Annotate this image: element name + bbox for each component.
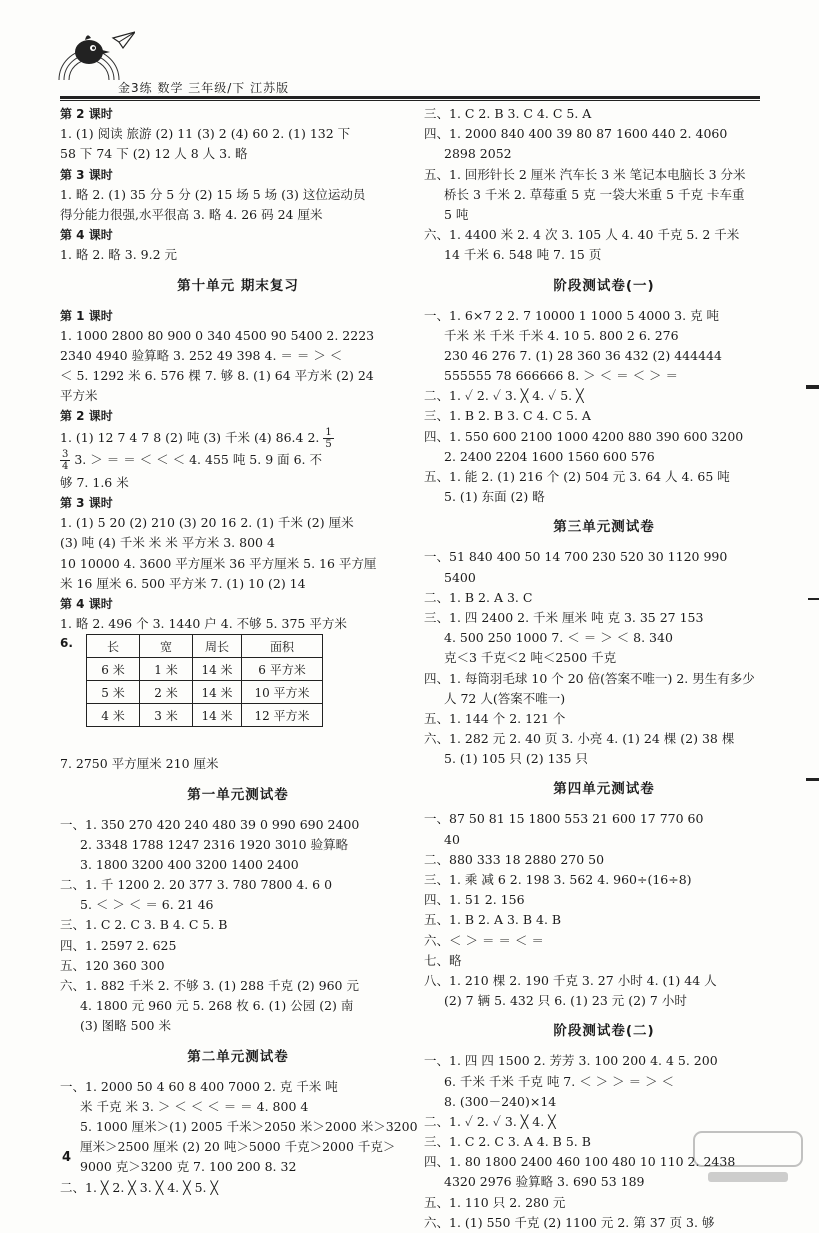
answer-line: 六、1. 4400 米 2. 4 次 3. 105 人 4. 40 千克 5. 2 千米 bbox=[424, 227, 740, 243]
section-title: 阶段测试卷(一) bbox=[553, 277, 655, 294]
answer-line: 四、1. 51 2. 156 bbox=[424, 892, 525, 908]
fraction-numerator: 3 bbox=[62, 448, 69, 460]
table-header-cell: 宽 bbox=[140, 635, 193, 658]
answer-line: 5. (1) 东面 (2) 略 bbox=[444, 489, 545, 505]
answer-line: 58 下 74 下 (2) 12 人 8 人 3. 略 bbox=[60, 146, 248, 162]
answer-line: 四、1. 2597 2. 625 bbox=[60, 937, 177, 953]
table-header-cell: 长 bbox=[87, 635, 140, 658]
table-cell: 14 米 bbox=[193, 704, 242, 727]
table-cell: 2 米 bbox=[140, 681, 193, 704]
lesson-heading: 第 4 课时 bbox=[60, 228, 113, 243]
answer-table bbox=[86, 634, 323, 727]
answer-line: 五、1. 能 2. (1) 216 个 (2) 504 元 3. 64 人 4. 65 吨 bbox=[424, 469, 730, 484]
table-cell: 6 米 bbox=[87, 658, 140, 681]
table-row bbox=[87, 704, 323, 727]
table-question bbox=[60, 634, 416, 754]
answer-line: 二、1. ✓ 2. ✓ 3. ╳ 4. ✓ 5. ╳ bbox=[424, 388, 584, 404]
answer-line: 平方米 bbox=[60, 388, 98, 404]
answer-line: 40 bbox=[444, 831, 460, 847]
header-rule-thick bbox=[60, 96, 760, 99]
table-cell: 4 米 bbox=[87, 704, 140, 727]
book-title: 金3练 数学 三年级/下 江苏版 bbox=[118, 81, 290, 95]
margin-mark bbox=[806, 778, 819, 781]
page-number: 4 bbox=[62, 1150, 72, 1165]
answer-line: 二、1. 千 1200 2. 20 377 3. 780 7800 4. 6 0 bbox=[60, 877, 333, 893]
answer-line: 一、51 840 400 50 14 700 230 520 30 1120 990 bbox=[424, 549, 728, 565]
answer-line: 一、1. 2000 50 4 60 8 400 7000 2. 克 千米 吨 bbox=[60, 1078, 338, 1094]
answer-line: 三、1. C 2. C 3. A 4. B 5. B bbox=[424, 1134, 591, 1150]
table-cell: 6 平方米 bbox=[242, 658, 323, 681]
lesson-heading: 第 3 课时 bbox=[60, 496, 113, 510]
answer-line: 八、1. 210 棵 2. 190 千克 3. 27 小时 4. (1) 44 人 bbox=[424, 972, 717, 988]
page-header bbox=[0, 0, 819, 100]
answer-line: 克＜3 千克＜2 吨＜2500 千克 bbox=[444, 650, 617, 666]
answer-line: 得分能力很强,水平很高 3. 略 4. 26 码 24 厘米 bbox=[60, 206, 323, 222]
answer-line: 二、1. ╳ 2. ╳ 3. ╳ 4. ╳ 5. ╳ bbox=[60, 1179, 219, 1195]
section-title: 阶段测试卷(二) bbox=[553, 1023, 655, 1040]
answer-line: 五、120 360 300 bbox=[60, 957, 165, 973]
table-header-cell: 周长 bbox=[193, 635, 242, 658]
answer-line: 三、1. 乘 减 6 2. 198 3. 562 4. 960÷(16÷8) bbox=[424, 872, 692, 887]
table-cell: 1 米 bbox=[140, 658, 193, 681]
fraction-line bbox=[60, 426, 416, 450]
table-cell: 12 平方米 bbox=[242, 704, 323, 727]
answer-line: ＜ 5. 1292 米 6. 576 棵 7. 够 8. (1) 64 平方米 (2) 24 bbox=[60, 368, 374, 384]
table-cell: 14 米 bbox=[193, 658, 242, 681]
answer-line: 三、1. B 2. B 3. C 4. C 5. A bbox=[424, 408, 591, 424]
answer-line: 2. 3348 1788 1247 2316 1920 3010 验算略 bbox=[80, 836, 349, 852]
answer-line: (3) 吨 (4) 千米 米 米 平方米 3. 800 4 bbox=[60, 535, 275, 551]
lesson-heading: 第 1 课时 bbox=[60, 308, 113, 323]
table-body bbox=[87, 658, 323, 727]
fraction-numerator: 1 bbox=[325, 426, 332, 438]
answer-line: 四、1. 80 1800 2400 460 100 480 10 110 2. 2438 bbox=[424, 1154, 736, 1170]
answer-line: 6. 千米 千米 千克 吨 7. ＜ ＞ ＞ ＝ ＞ ＜ bbox=[444, 1073, 675, 1089]
answer-line: 六、1. 282 元 2. 40 页 3. 小亮 4. (1) 24 棵 (2) 38 棵 bbox=[424, 731, 735, 747]
answer-line: 七、略 bbox=[424, 952, 462, 968]
answer-line: 五、1. 回形针长 2 厘米 汽车长 3 米 笔记本电脑长 3 分米 bbox=[424, 166, 746, 182]
answer-line: 四、1. 每筒羽毛球 10 个 20 倍(答案不唯一) 2. 男生有多少 bbox=[424, 670, 755, 686]
table-row bbox=[87, 658, 323, 681]
answer-line: 五、1. B 2. A 3. B 4. B bbox=[424, 912, 562, 928]
header-rule-thin bbox=[60, 100, 760, 101]
answer-line: 六、＜ ＞ ＝ ＝ ＜ ＝ bbox=[424, 932, 544, 948]
table-cell: 3 米 bbox=[140, 704, 193, 727]
answer-line: 1. 略 2. 略 3. 9.2 元 bbox=[60, 247, 177, 263]
answer-line: 3. 1800 3200 400 3200 1400 2400 bbox=[80, 856, 299, 872]
fraction bbox=[60, 449, 70, 472]
fraction-denominator: 4 bbox=[62, 460, 69, 472]
answer-line: 5. ＜ ＞ ＜ ＝ 6. 21 46 bbox=[80, 897, 214, 913]
answer-line: 2340 4940 验算略 3. 252 49 398 4. ＝ ＝ ＞ ＜ bbox=[60, 347, 343, 363]
fraction-line-2-text: 3. ＞ ＝ ＝ ＜ ＜ ＜ 4. 455 吨 5. 9 面 6. 不 bbox=[74, 451, 323, 467]
answer-line: 4. 1800 元 960 元 5. 268 枚 6. (1) 公园 (2) 南 bbox=[80, 998, 354, 1014]
answer-line: 人 72 人(答案不唯一) bbox=[444, 690, 566, 706]
fraction-denominator: 5 bbox=[325, 438, 332, 450]
fraction-line-2 bbox=[60, 447, 416, 473]
section-title: 第一单元测试卷 bbox=[187, 786, 289, 803]
table-header-row bbox=[87, 635, 323, 658]
section-title: 第四单元测试卷 bbox=[553, 781, 655, 798]
answer-line: 4320 2976 验算略 3. 690 53 189 bbox=[444, 1174, 645, 1190]
answer-line: 一、1. 350 270 420 240 480 39 0 990 690 2400 bbox=[60, 816, 360, 832]
answer-line: 二、880 333 18 2880 270 50 bbox=[424, 851, 605, 867]
answer-line: 五、1. 110 只 2. 280 元 bbox=[424, 1194, 566, 1210]
answer-line: 三、1. C 2. C 3. B 4. C 5. B bbox=[60, 917, 228, 933]
answer-line: 5. (1) 105 只 (2) 135 只 bbox=[444, 751, 588, 767]
table-row bbox=[87, 681, 323, 704]
answer-line: 米 千克 米 3. ＞ ＜ ＜ ＜ ＝ ＝ 4. 800 4 bbox=[80, 1098, 309, 1114]
answer-line: 1. 略 2. (1) 35 分 5 分 (2) 15 场 5 场 (3) 这位运动员 bbox=[60, 186, 366, 202]
table-cell: 5 米 bbox=[87, 681, 140, 704]
section-title: 第十单元 期末复习 bbox=[177, 277, 299, 294]
answer-line: 六、1. (1) 550 千克 (2) 1100 元 2. 第 37 页 3. 够 bbox=[424, 1214, 715, 1230]
lesson-heading: 第 4 课时 bbox=[60, 596, 113, 611]
answer-line: 三、1. 四 2400 2. 千米 厘米 吨 克 3. 35 27 153 bbox=[424, 609, 704, 625]
table-cell: 14 米 bbox=[193, 681, 242, 704]
section-title: 第三单元测试卷 bbox=[553, 519, 655, 536]
fraction-line-text: 1. (1) 12 7 4 7 8 (2) 吨 (3) 千米 (4) 86.4 2. bbox=[60, 429, 320, 445]
left-answers-part2 bbox=[60, 473, 416, 635]
answer-line: 二、1. ✓ 2. ✓ 3. ╳ 4. ╳ bbox=[424, 1113, 556, 1129]
answer-line: 9000 克＞3200 克 7. 100 200 8. 32 bbox=[80, 1159, 297, 1175]
table-question-label: 6. bbox=[60, 636, 73, 651]
answer-line: 六、1. 882 千米 2. 不够 3. (1) 288 千克 (2) 960 元 bbox=[60, 978, 359, 993]
answer-line: 5400 bbox=[444, 569, 476, 585]
answer-line: 8. (300－240)×14 bbox=[444, 1093, 557, 1109]
left-answers-part1 bbox=[60, 104, 416, 427]
answer-line: 2898 2052 bbox=[444, 146, 512, 162]
table-cell: 10 平方米 bbox=[242, 681, 323, 704]
answer-line: 10 10000 4. 3600 平方厘米 36 平方厘米 5. 16 平方厘 bbox=[60, 555, 377, 571]
answer-line: 5. 1000 厘米＞(1) 2005 千米＞2050 米＞2000 米＞3200 bbox=[80, 1118, 418, 1134]
answer-line: 四、1. 550 600 2100 1000 4200 880 390 600 3200 bbox=[424, 428, 744, 444]
section-title: 第二单元测试卷 bbox=[187, 1048, 289, 1065]
answer-line: 桥长 3 千米 2. 草莓重 5 克 一袋大米重 5 千克 卡车重 bbox=[444, 186, 745, 202]
margin-mark bbox=[808, 598, 819, 600]
right-column bbox=[424, 104, 784, 1233]
fraction bbox=[323, 427, 333, 450]
answer-line: 1. (1) 5 20 (2) 210 (3) 20 16 2. (1) 千米 (2) 厘米 bbox=[60, 515, 354, 531]
answer-line: 14 千米 6. 548 吨 7. 15 页 bbox=[444, 247, 602, 263]
table-header-cell: 面积 bbox=[242, 635, 323, 658]
answer-line: 5 吨 bbox=[444, 206, 469, 222]
left-answers-part3 bbox=[60, 754, 416, 1197]
answer-line: 厘米＞2500 厘米 (2) 20 吨＞5000 千克＞2000 千克＞ bbox=[80, 1139, 396, 1155]
answer-line: 三、1. C 2. B 3. C 4. C 5. A bbox=[424, 106, 592, 121]
answer-line: 一、1. 四 四 1500 2. 芳芳 3. 100 200 4. 4 5. 200 bbox=[424, 1053, 718, 1069]
lesson-heading: 第 3 课时 bbox=[60, 167, 113, 182]
answer-line: (3) 图略 500 米 bbox=[80, 1018, 171, 1034]
answer-line: 四、1. 2000 840 400 39 80 87 1600 440 2. 4060 bbox=[424, 126, 728, 142]
answer-line: 一、1. 6×7 2 2. 7 10000 1 1000 5 4000 3. 克 吨 bbox=[424, 307, 720, 323]
answer-line: 2. 2400 2204 1600 1560 600 576 bbox=[444, 448, 655, 464]
bird-logo-icon bbox=[55, 22, 135, 82]
answer-line: 7. 2750 平方厘米 210 厘米 bbox=[60, 756, 219, 772]
answer-line: 米 16 厘米 6. 500 平方米 7. (1) 10 (2) 14 bbox=[60, 575, 306, 591]
lesson-heading: 第 2 课时 bbox=[60, 409, 113, 424]
margin-mark bbox=[806, 385, 819, 389]
right-answers bbox=[424, 104, 784, 1233]
answer-line: 4. 500 250 1000 7. ＜ ＝ ＞ ＜ 8. 340 bbox=[444, 630, 673, 646]
answer-line: (2) 7 辆 5. 432 只 6. (1) 23 元 (2) 7 小时 bbox=[444, 993, 687, 1009]
answer-line: 1. 略 2. 496 个 3. 1440 户 4. 不够 5. 375 平方米 bbox=[60, 616, 347, 632]
answer-line: 五、1. 144 个 2. 121 个 bbox=[424, 710, 566, 726]
answer-line: 够 7. 1.6 米 bbox=[60, 474, 129, 490]
answer-line: 一、87 50 81 15 1800 553 21 600 17 770 60 bbox=[424, 811, 704, 827]
answer-line: 555555 78 666666 8. ＞ ＜ ＝ ＜ ＞ ＝ bbox=[444, 368, 679, 384]
lesson-heading: 第 2 课时 bbox=[60, 107, 113, 121]
answer-line: 二、1. B 2. A 3. C bbox=[424, 589, 533, 605]
answer-line: 1. (1) 阅读 旅游 (2) 11 (3) 2 (4) 60 2. (1) 132 下 bbox=[60, 126, 351, 142]
answer-line: 千米 米 千米 千米 4. 10 5. 800 2 6. 276 bbox=[444, 327, 679, 343]
left-column bbox=[60, 104, 416, 1198]
watermark-logo-icon bbox=[688, 1128, 808, 1188]
answer-line: 230 46 276 7. (1) 28 360 36 432 (2) 444444 bbox=[444, 347, 722, 363]
answer-line: 1. 1000 2800 80 900 0 340 4500 90 5400 2. 2223 bbox=[60, 327, 375, 343]
